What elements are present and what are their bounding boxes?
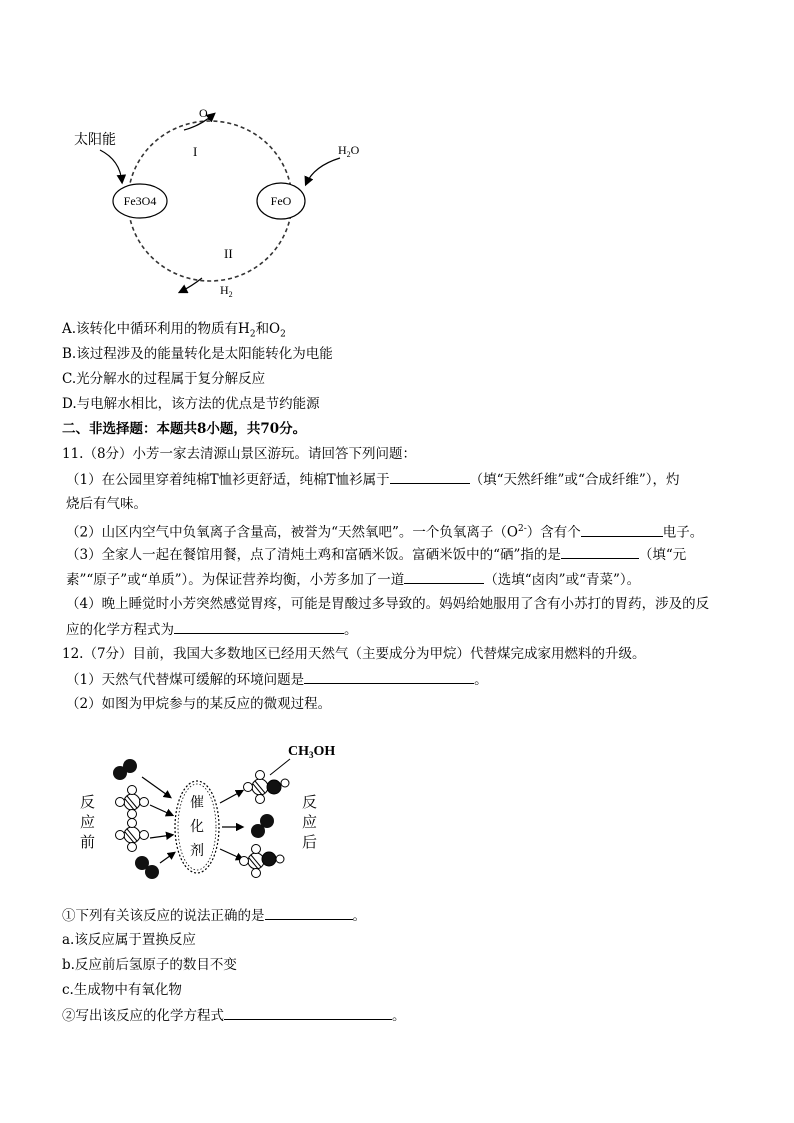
q12-sub1-text: ①下列有关该反应的说法正确的是: [62, 908, 265, 924]
q11-part3-cont: [66, 569, 640, 590]
solar-energy-label: 太阳能: [74, 133, 116, 148]
q11-part4: （4）晚上睡觉时小芳突然感觉胃疼，可能是胃酸过多导致的。妈妈给她服用了含有小苏打的胃药，涉及的反: [66, 596, 710, 612]
option-c: C.光分解水的过程属于复分解反应: [62, 371, 266, 387]
q11-part1-cont: 烧后有气味。: [66, 496, 147, 512]
option-b: B.该过程涉及的能量转化是太阳能转化为电能: [62, 346, 333, 362]
q12-sub2-blank[interactable]: [224, 1005, 392, 1020]
q12-sub2: [62, 1005, 406, 1026]
q11-p4-text-b: 应的化学方程式为: [66, 622, 174, 638]
before-label-2: 应: [80, 815, 96, 831]
option-a-mid: 和O: [255, 321, 281, 337]
catalyst-char-2: 化: [190, 820, 204, 835]
o2-molecule-bottom: [135, 856, 159, 879]
step-2-label: II: [224, 246, 233, 261]
arrow-out-3: [220, 849, 242, 859]
h2-arrow: [180, 278, 202, 292]
q11-p2-text-c: 电子。: [662, 524, 704, 541]
arrow-in-3: [150, 835, 172, 838]
q11-stem: 11.（8分）小芳一家去清源山景区游玩。请回答下列问题：: [62, 446, 417, 462]
o2-molecule-product: [251, 814, 274, 838]
section-title: 二、非选择题：本题共8小题，共70分。: [62, 421, 307, 437]
q11-part1: [66, 469, 679, 490]
q12-option-b: b.反应前后氢原子的数目不变: [62, 957, 237, 973]
q11-part4-cont: [66, 619, 358, 640]
q12-sub2-end: 。: [392, 1008, 406, 1024]
fe3o4-label: Fe3O4: [123, 194, 157, 208]
q12-option-a: a.该反应属于置换反应: [62, 932, 196, 948]
q11-p3-text-a: （3）全家人一起在餐馆用餐，点了清炖土鸡和富硒米饭。富硒米饭中的“硒”指的是: [66, 547, 561, 563]
q11-p2-superscript: 2-: [517, 524, 527, 534]
arrow-in-4: [160, 853, 174, 863]
arrow-in-2: [150, 805, 172, 815]
q12-p1-blank[interactable]: [304, 669, 474, 684]
q11-p3-text-c: 素”“原子”或“单质”）。为保证营养均衡，小芳多加了一道: [66, 572, 405, 588]
q11-p3-blank-2[interactable]: [404, 569, 484, 584]
after-label: 反: [302, 795, 318, 811]
option-a-sub1: 2: [249, 329, 256, 340]
before-label-3: 前: [80, 835, 96, 851]
q11-p3-text-b: （填“元: [638, 547, 687, 563]
methane-reaction-diagram: [70, 735, 360, 885]
h2o-label: $H_2O$: [338, 143, 360, 159]
q11-p3-blank-1[interactable]: [561, 544, 639, 559]
ch3oh-molecule-2: [240, 845, 285, 878]
q11-p2-text-a: （2）山区内空气中负氧离子含量高，被誉为“天然氧吧”。一个负氧离子（O: [66, 524, 518, 541]
q12-p1-text-a: （1）天然气代替煤可缓解的环境问题是: [66, 672, 305, 688]
q12-part1: [66, 669, 488, 690]
feo-label: FeO: [270, 194, 292, 208]
q11-p1-blank[interactable]: [390, 469, 470, 484]
q12-sub1-end: 。: [352, 908, 366, 924]
solar-energy-arrow: [100, 150, 122, 182]
q11-p4-blank[interactable]: [174, 619, 344, 634]
q12-sub1: [62, 905, 366, 926]
ch4-molecule-2: [116, 819, 149, 852]
q12-sub2-text: ②写出该反应的化学方程式: [62, 1008, 224, 1024]
q12-p1-text-b: 。: [474, 672, 488, 688]
q12-sub1-blank[interactable]: [265, 905, 353, 920]
h2-label: $H_2$: [220, 283, 233, 299]
after-label-3: 后: [302, 835, 318, 851]
q11-p4-text-c: 。: [344, 622, 358, 638]
ch3oh-pointer: [270, 759, 290, 775]
option-a: [62, 319, 286, 345]
q11-p3-text-d: （选填“卤肉”或“青菜”）。: [484, 572, 641, 588]
option-a-sub2: 2: [280, 329, 286, 340]
ch4-molecule-1: [116, 786, 149, 819]
q11-p1-text-b: （填“天然纤维”或“合成纤维”），灼: [469, 472, 680, 488]
q11-p2-blank[interactable]: [581, 522, 663, 537]
q12-stem: 12.（7分）目前，我国大多数地区已经用天然气（主要成分为甲烷）代替煤完成家用燃料的升级。: [62, 646, 646, 662]
before-label: 反: [80, 795, 96, 811]
arrow-out-1: [220, 791, 242, 803]
catalyst-char-1: 催: [190, 796, 204, 811]
q11-part3: [66, 544, 686, 565]
step-1-label: I: [193, 144, 198, 159]
q11-part2: [66, 519, 703, 543]
after-label-2: 应: [302, 815, 318, 831]
h2o-arrow: [306, 158, 340, 184]
arrow-in-1: [142, 777, 170, 797]
q12-part2: （2）如图为甲烷参与的某反应的微观过程。: [66, 696, 332, 712]
catalyst-char-3: 剂: [190, 844, 204, 859]
option-a-text: A.该转化中循环利用的物质有H: [62, 321, 250, 337]
q12-option-c: c.生成物中有氧化物: [62, 982, 182, 998]
q11-p2-text-b: ）含有个: [526, 524, 581, 541]
ch3oh-molecule: [244, 771, 290, 804]
o2-molecule-top: [113, 759, 137, 780]
option-d: D.与电解水相比，该方法的优点是节约能源: [62, 396, 320, 412]
ch3oh-label: $CH_3OH$: [288, 744, 336, 760]
iron-oxide-cycle-diagram: [62, 98, 382, 313]
q11-p1-text-a: （1）在公园里穿着纯棉T恤衫更舒适，纯棉T恤衫属于: [66, 472, 390, 488]
o2-label: $O_2$: [199, 106, 212, 122]
